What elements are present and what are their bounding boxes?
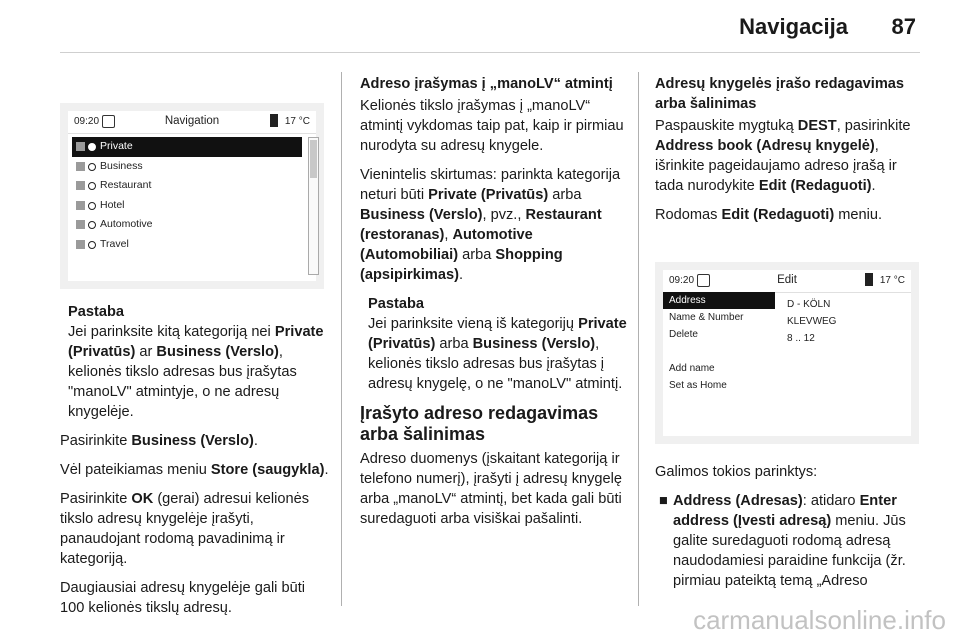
- navigation-screen-image: [60, 103, 324, 289]
- edit-screen: [663, 270, 911, 436]
- edit-menu: [663, 292, 775, 394]
- category-item[interactable]: [72, 196, 302, 216]
- header-rule: [60, 52, 920, 53]
- scrollbar[interactable]: [308, 137, 319, 275]
- radio-icon: [88, 241, 96, 249]
- category-item[interactable]: [72, 157, 302, 177]
- bullet-item: [655, 491, 923, 591]
- paragraph: Adreso duomenys (įskaitant kategoriją ir telefono numerį), įrašyti į adresų knygelę arba „manoLV“ atmintį, bet kada gali būti suredaguoti arba visiškai pašalinti.: [360, 451, 623, 527]
- paragraph: Pasirinkite OK (gerai) adresui kelionės tikslo adresų knygelėje įrašyti, panaudojant rodomą pavadinimą ir kategoriją.: [60, 491, 310, 567]
- radio-icon: [88, 163, 96, 171]
- edit-menu-item[interactable]: Delete: [669, 329, 698, 340]
- radio-icon: [88, 221, 96, 229]
- temperature: 17 °C: [879, 275, 905, 286]
- category-label: Automotive: [100, 218, 153, 231]
- note: [60, 302, 330, 422]
- page-header: [0, 0, 960, 56]
- column-divider: [341, 72, 342, 606]
- bullet-text: Address (Adresas): atidaro Enter address (Įvesti adresą) meniu. Jūs galite suredaguoti rodomą adresą naudodamiesi paraidine funkcija (žr. pirmiau pateiktą temą „Adreso: [673, 493, 906, 589]
- column-2: [360, 74, 628, 538]
- category-list: [72, 137, 302, 255]
- watermark: carmanualsonline.info: [693, 605, 946, 635]
- category-item[interactable]: [72, 215, 302, 235]
- address-values: [787, 296, 836, 347]
- address-street: KLEVWEG: [787, 316, 837, 327]
- edit-menu-item[interactable]: Address: [663, 292, 775, 309]
- column-3-lower: [655, 462, 923, 591]
- edit-menu-item[interactable]: Name & Number: [669, 312, 744, 323]
- paragraph: Daugiausiai adresų knygelėje gali būti 100 kelionės tikslų adresų.: [60, 580, 306, 616]
- screen-title: Navigation: [164, 115, 220, 127]
- category-label: Private: [100, 140, 133, 152]
- clock: 09:20: [669, 275, 695, 286]
- temperature: 17 °C: [284, 116, 310, 127]
- category-icon: [76, 240, 85, 249]
- edit-menu-item[interactable]: Add name: [669, 363, 715, 374]
- category-item[interactable]: [72, 176, 302, 196]
- category-icon: [76, 201, 85, 210]
- subheading: Adresų knygelės įrašo redagavimas arba šalinimas: [655, 76, 905, 112]
- edit-menu-spacer: [663, 343, 775, 360]
- bullet-icon: ■: [659, 493, 668, 509]
- radio-icon: [88, 182, 96, 190]
- address-city: D - KÖLN: [787, 299, 831, 310]
- address-number: 8 .. 12: [787, 333, 815, 344]
- category-label: Hotel: [100, 198, 125, 211]
- section-title: Navigacija: [739, 14, 848, 39]
- clock: 09:20: [74, 116, 100, 127]
- category-icon: [76, 142, 85, 151]
- status-bar: [68, 111, 316, 134]
- edit-menu-item[interactable]: Set as Home: [669, 380, 727, 391]
- note-text: Jei parinksite kitą kategoriją nei Private (Privatūs) ar Business (Verslo), kelionės tikslo adresas bus įrašytas "manoLV" atmintyje, o ne adresų knygelėje.: [68, 324, 324, 420]
- navigation-screen: [68, 111, 316, 281]
- category-item[interactable]: [72, 137, 302, 157]
- category-icon: [76, 220, 85, 229]
- note-title: Pastaba: [368, 296, 424, 312]
- category-icon: [76, 181, 85, 190]
- category-label: Travel: [100, 237, 129, 250]
- paragraph: Kelionės tikslo įrašymas į „manoLV“ atmintį vykdomas taip pat, kaip ir pirmiau nurodyta su adresų knygele.: [360, 98, 624, 154]
- paragraph: Vėl pateikiamas meniu Store (saugykla).: [60, 462, 329, 478]
- radio-icon: [88, 143, 96, 151]
- edit-screen-image: [655, 262, 919, 444]
- screen-title: Edit: [777, 274, 797, 286]
- section-heading: Įrašyto adreso redagavimas arba šalinimas: [360, 403, 599, 444]
- subheading: Adreso įrašymas į „manoLV“ atmintį: [360, 76, 613, 92]
- phone-icon: [865, 273, 873, 286]
- category-label: Business: [100, 159, 143, 172]
- page-number: 87: [891, 14, 916, 39]
- category-label: Restaurant: [100, 179, 152, 192]
- radio-icon: [88, 202, 96, 210]
- column-3: [655, 74, 923, 234]
- paragraph: Vienintelis skirtumas: parinkta kategorija neturi būti Private (Privatūs) arba Business (Verslo), pvz., Restaurant (restoranas), Automotive (Automobiliai) arba Shopping (apsipirkimas).: [360, 167, 621, 283]
- paragraph: Pasirinkite Business (Verslo).: [60, 433, 258, 449]
- note: [360, 294, 628, 394]
- status-bar: [663, 270, 911, 293]
- column-divider: [638, 72, 639, 606]
- category-item[interactable]: [72, 235, 302, 255]
- paragraph: Paspauskite mygtuką DEST, pasirinkite Address book (Adresų knygelė), išrinkite pageidaujamo adreso įrašą ir tada nurodykite Edit (Redaguoti).: [655, 118, 911, 194]
- paragraph: Galimos tokios parinktys:: [655, 464, 818, 480]
- note-title: Pastaba: [68, 304, 124, 320]
- category-icon: [76, 162, 85, 171]
- note-text: Jei parinksite vieną iš kategorijų Private (Privatūs) arba Business (Verslo), kelionės tikslo adresas bus įrašytas į adresų knygelę, o ne "manoLV" atmintį.: [368, 316, 627, 392]
- phone-icon: [270, 114, 278, 127]
- paragraph: Rodomas Edit (Redaguoti) meniu.: [655, 207, 883, 223]
- scroll-thumb[interactable]: [310, 140, 317, 178]
- column-1: [60, 302, 330, 627]
